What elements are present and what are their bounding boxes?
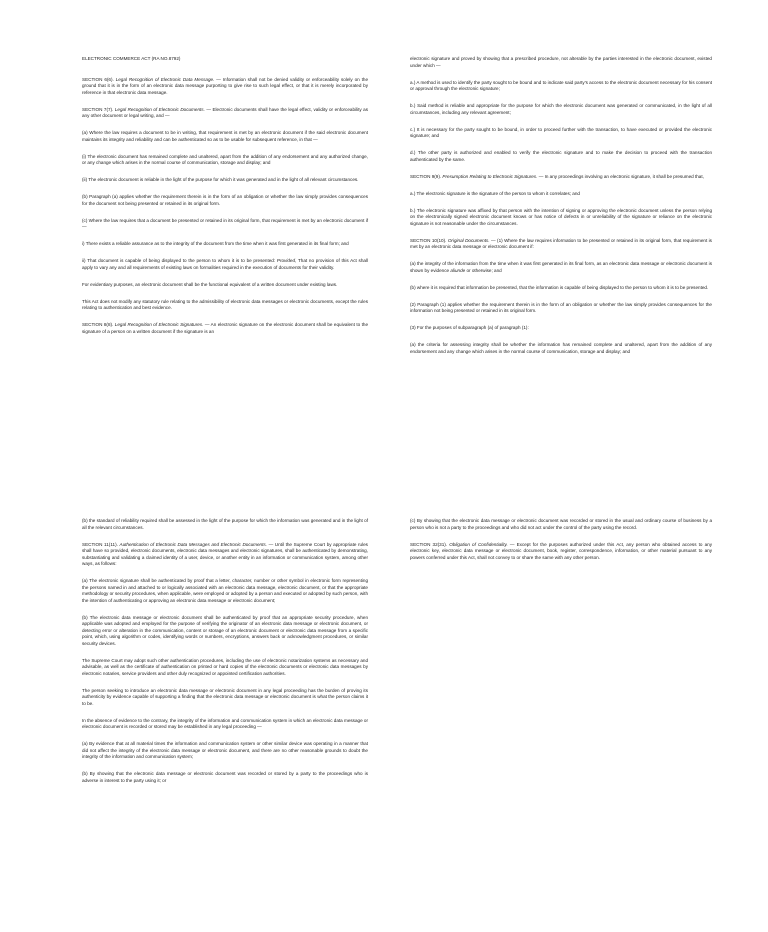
paragraph: SECTION 7(7). Legal Recognition of Electronic Documents. — Electronic documents shall have the legal effect, validity or enforceability as any other document or legal writing, and —: [82, 106, 368, 118]
paragraph: (ii) The electronic document is reliable in the light of the purpose for which it was generated and in the light of all relevant circumstances.: [82, 177, 359, 182]
paragraph: SECTION 8(8). Legal Recognition of Electronic Signatures. — An electronic signature on the electronic document shall be equivalent to the signature of a person on a written document if the signature is an: [82, 322, 368, 334]
page-1-column: [82, 56, 368, 346]
document-page-2: [384, 0, 768, 466]
paragraph: (b) The electronic data message or electronic document shall be authenticated by proof that an appropriate security procedure, when applicable was adopted and employed for the purpose of verifying the originator of an electronic data message or electronic document, or detecting error or alteration in the communication, content or storage of an electronic document or electronic data message from a specific point, which, using algorithm or codes, identifying words or numbers, encryptions, answers back or acknowledgment procedures, or similar security devices.: [82, 614, 368, 646]
paragraph: (a) The electronic signature shall be authenticated by proof that a letter, character, number or other symbol in electronic form representing the persons named in and attached to or logically associated with an electronic data message, electronic document, or that the appropriate methodology or security procedures, when applicable, were employed or adopted by a person and executed or adopted by such person, with the intention of authenticating or approving an electronic data message or electronic document;: [82, 578, 369, 603]
paragraph: The person seeking to introduce an electronic data message or electronic document in any legal proceeding has the burden of proving its authenticity by evidence capable of supporting a finding that the electronic data message or electronic document is what the person claims it to be.: [82, 687, 368, 706]
paragraph: (b) where it is required that information be presented, that the information is capable of being displayed to the person to whom it is to be presented.: [410, 284, 709, 290]
document-page-3: [0, 466, 384, 932]
paragraph: (a) Where the law requires a document to be in writing, that requirement is met by an electronic document if the said electronic document maintains its integrity and reliability and can be authenticated so as to be usable for subsequent reference, in that —: [82, 130, 368, 142]
paragraph: (a) the criteria for assessing integrity shall be whether the information has remained complete and unaltered, apart from the addition of any endorsement and any change which arises in the normal course of communication, storage and display; and: [410, 342, 712, 354]
paragraph: (2) Paragraph (1) applies whether the requirement therein is in the form of an obligation or whether the law simply provides consequences for the information not being presented or retained in its original form.: [410, 301, 712, 313]
page-2-column: [410, 56, 712, 366]
paragraph: b.) The electronic signature was affixed by that person with the intention of signing or approving the electronic document unless the person relying on the electronically signed electronic document knows or has notice of defects in or unreliability of the signature or reliance on the electronic signature is not reasonable under the circumstances.: [410, 207, 712, 226]
paragraph: a.) The electronic signature is the signature of the person to whom it correlates; and: [410, 190, 580, 196]
paragraph: (a) the integrity of the information from the time when it was first generated in its final form, as an electronic data message or electronic document is shown by evidence aliunde or otherwise; and: [410, 261, 712, 273]
paragraph: (a) By evidence that at all material times the information and communication system or other similar device was operating in a manner that did not affect the integrity of the electronic data message or electronic document, and there are no other reasonable grounds to doubt the integrity of the information and communication system;: [82, 741, 368, 759]
paragraph: (b) Paragraph (a) applies whether the requirement therein is in the form of an obligation or whether the law simply provides consequences for the document not being presented or retained in its original form.: [82, 194, 368, 206]
paragraph: (c) Where the law requires that a document be presented or retained in its original form, that requirement is met by an electronic document if —: [82, 217, 368, 229]
paragraph: d.) The other party is authorized and enabled to verify the electronic signature and to make the decision to proceed with the transaction authenticated by the same.: [410, 150, 712, 162]
paragraph: b.) Said method is reliable and appropriate for the purpose for which the electronic document was generated or communicated, in the light of all circumstances, including any relevant agreement;: [410, 103, 712, 115]
paragraph: SECTION 6(6). Legal Recognition of Electronic Data Message. — Information shall not be denied validity or enforceability solely on the ground that it is in the form of an electronic data message purporting to give rise to such legal effect, or that it is merely incorporated by reference in that electronic data message.: [82, 76, 368, 95]
paragraph: electronic signature and proved by showing that a prescribed procedure, not alterable by the parties interested in the electronic document, existed under which —: [410, 56, 712, 68]
paragraph: This Act does not modify any statutory rule relating to the admissibility of electronic data messages or electronic documents, except the rules relating to authentication and best evidence.: [82, 298, 368, 310]
page-4-column: [410, 518, 712, 572]
paragraph: SECTION 10(10). Original Documents. — (1) Where the law requires information to be presented or retained in its original form, that requirement is met by an electronic data message or electronic document if:: [410, 237, 712, 249]
paragraph: c.) It is necessary for the party sought to be bound, in order to proceed further with the transaction, to have executed or provided the electronic signature; and: [410, 126, 712, 138]
paragraph: (b) By showing that the electronic data message or electronic document was recorded or stored by a party to the proceedings who is adverse in interest to the party using it; or: [82, 771, 368, 783]
paragraph: a.) A method is used to identify the party sought to be bound and to indicate said party's access to the electronic document necessary for his consent or approval through the electronic signature;: [410, 79, 712, 91]
paragraph: i) There exists a reliable assurance as to the integrity of the document from the time when it was first generated in its final form; and: [82, 241, 349, 246]
paragraph: ii) That document is capable of being displayed to the person to whom it is to be presented: Provided, That no provision of this Act shall apply to vary any and all requirements of existing laws on formalities required in the execution of documents for their validity.: [82, 258, 368, 270]
paragraph: The Supreme Court may adopt such other authentication procedures, including the use of electronic notarization systems as necessary and advisable, as well as the certificate of authentication on printed or hard copies of the electronic documents or electronic data messages by electronic notaries, service providers and other duly recognized or appointed certification authorities.: [82, 657, 368, 676]
document-title: ELECTRONIC COMMERCE ACT (RA NO.8792): [82, 56, 181, 61]
document-page-4: [384, 466, 768, 932]
paragraph: SECTION 32(31). Obligation of Confidentiality. — Except for the purposes authorized under this Act, any person who obtained access to any electronic key, electronic data message or electronic document, book, register, correspondence, information, or other material pursuant to any powers conferred under this Act, shall not convey to or share the same with any other person.: [410, 541, 712, 560]
paragraph: For evidentiary purposes, an electronic document shall be the functional equivalent of a written document under existing laws.: [82, 281, 338, 287]
paragraph: SECTION 11(11). Authentication of Electronic Data Messages and Electronic Documents. — Until the Supreme Court by appropriate rules shall have so provided, electronic documents, electronic data messages and electronic signatures, shall be authenticated by demonstrating, substantiating and validating a claimed identity of a user, device, or another entity in an information or communication system, among other ways, as follows:: [82, 541, 368, 566]
paragraph: (c) By showing that the electronic data message or electronic document was recorded or stored in the usual and ordinary course of business by a person who is not a party to the proceedings and who did not act under the control of the party using the record.: [410, 518, 712, 530]
paragraph: (b) the standard of reliability required shall be assessed in the light of the purpose for which the information was generated and in the light of all the relevant circumstances.: [82, 518, 368, 530]
paragraph: (i) The electronic document has remained complete and unaltered, apart from the addition of any endorsement and any authorized change, or any change which arises in the normal course of communication, storage and display; and: [82, 153, 368, 165]
paragraph: SECTION 9(9). Presumption Relating to Electronic Signatures. — In any proceedings involving an electronic signature, it shall be presumed that,: [410, 173, 704, 179]
paragraph: In the absence of evidence to the contrary, the integrity of the information and communication system in which an electronic data message or electronic document is recorded or stored may be established in any legal proceeding —: [82, 717, 368, 729]
paragraph: (3) For the purposes of subparagraph (a) of paragraph (1):: [410, 325, 529, 330]
page-3-column: [82, 518, 368, 795]
document-page-1: [0, 0, 384, 466]
